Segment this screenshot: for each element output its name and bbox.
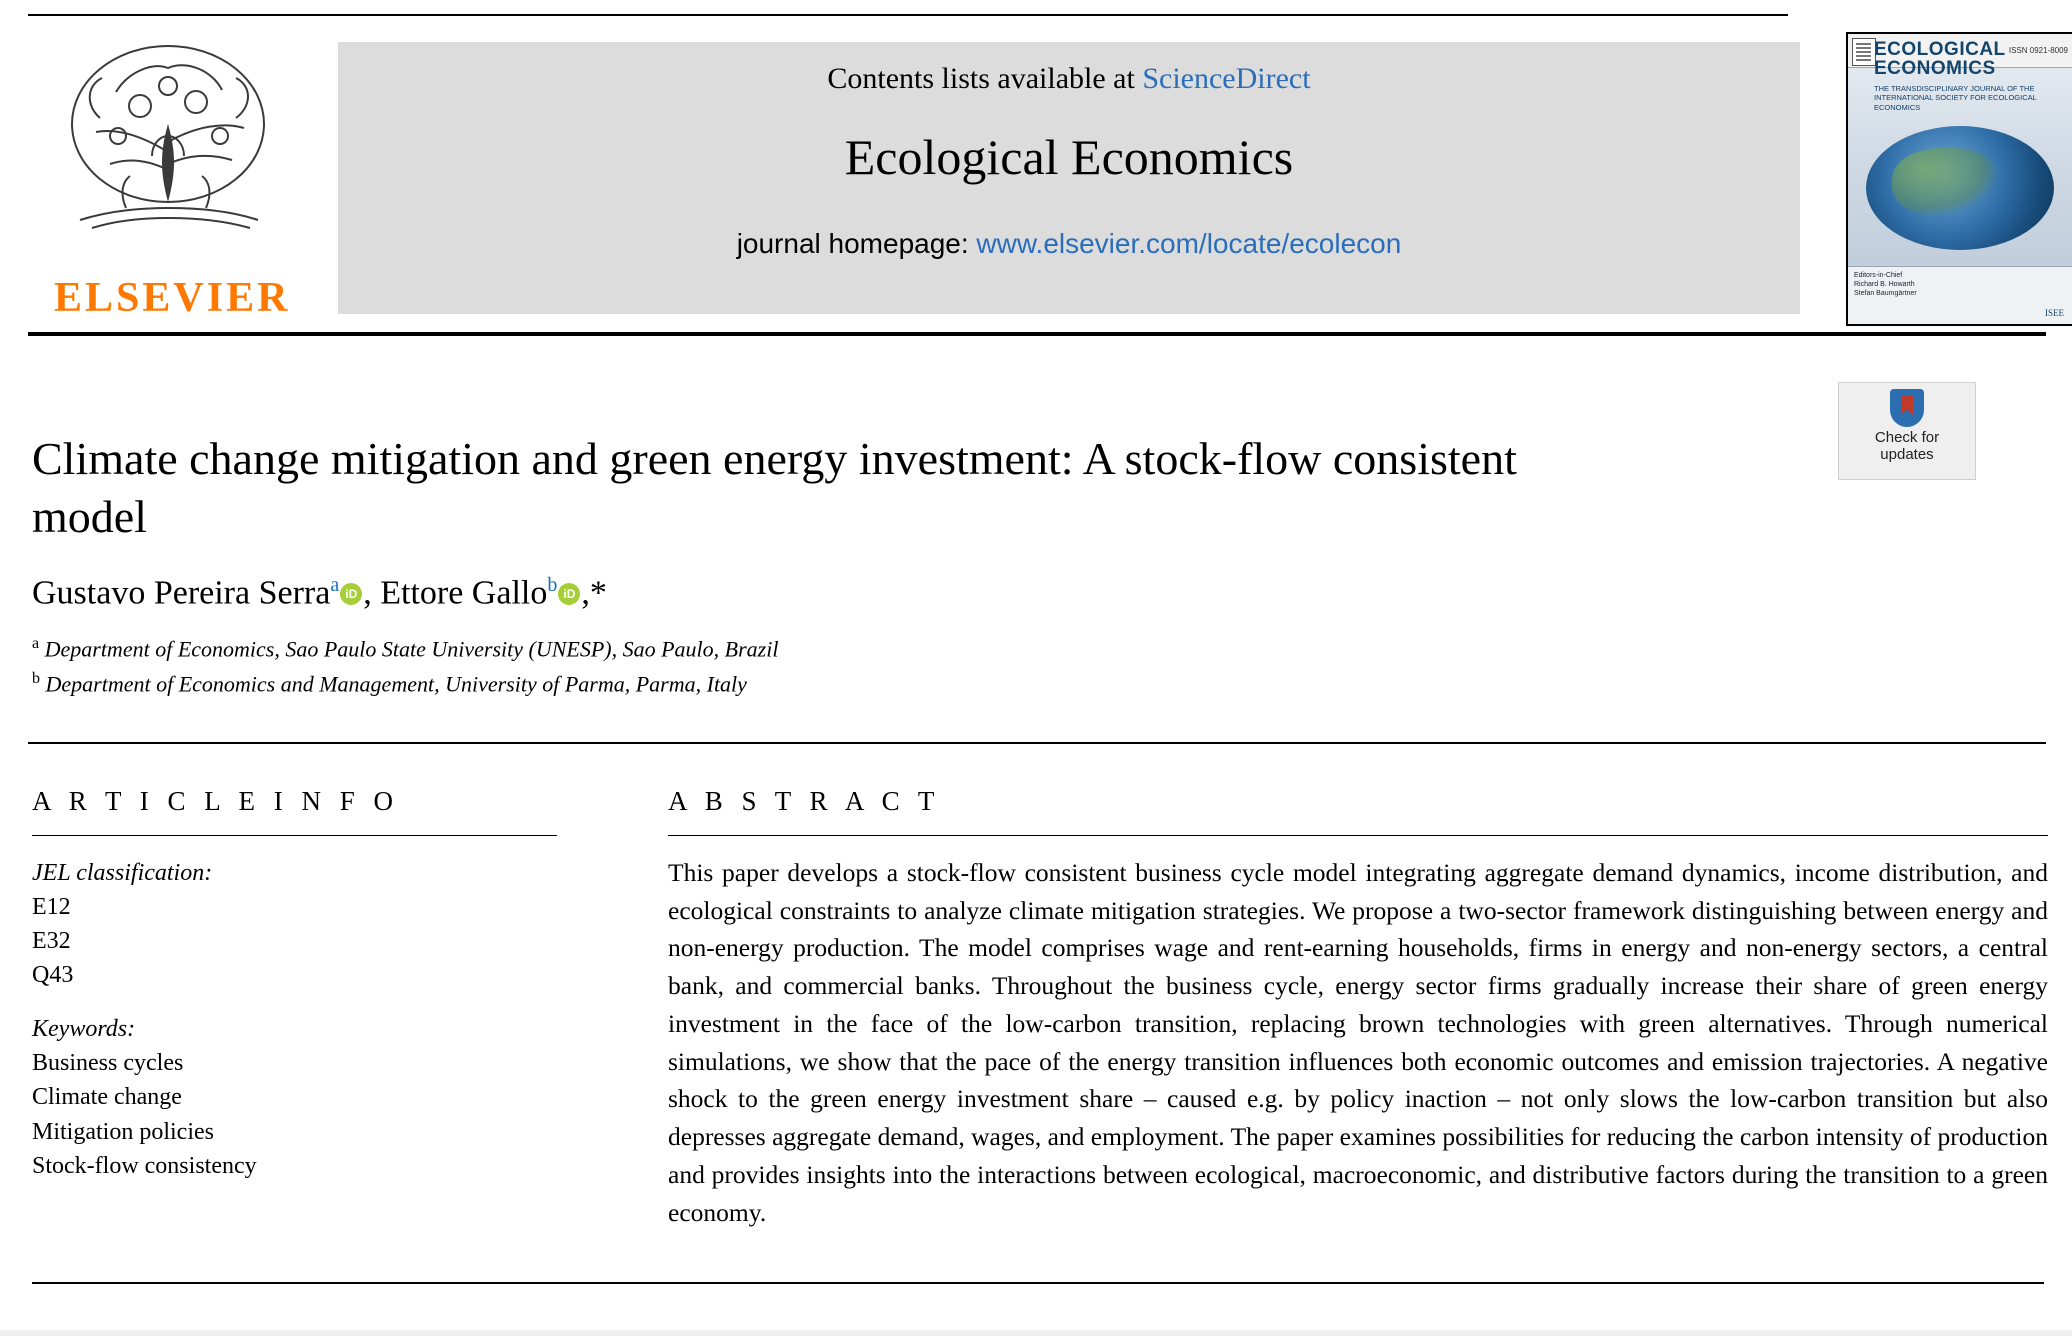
abstract-heading: A B S T R A C T bbox=[668, 786, 941, 816]
elsevier-tree-icon bbox=[56, 32, 282, 272]
author-affil-marker: b bbox=[547, 573, 558, 596]
affiliation-marker: b bbox=[32, 669, 40, 687]
page-edge-shadow bbox=[0, 1330, 2072, 1336]
jel-classification-label: JEL classification: bbox=[32, 860, 213, 886]
contents-prefix: Contents lists available at bbox=[827, 62, 1143, 95]
jel-code: Q43 bbox=[32, 962, 74, 989]
cover-title-line2: ECONOMICS bbox=[1874, 58, 1996, 79]
masthead-bottom-rule bbox=[28, 332, 2046, 336]
crossmark-badge[interactable] bbox=[1838, 382, 1976, 480]
article-info-body bbox=[32, 856, 592, 1183]
jel-code: E32 bbox=[32, 928, 71, 955]
journal-title: Ecological Economics bbox=[844, 129, 1294, 185]
journal-header-box bbox=[338, 42, 1800, 314]
keywords-label: Keywords: bbox=[32, 1016, 136, 1043]
keyword-item: Stock-flow consistency bbox=[32, 1152, 257, 1179]
article-info-heading: A R T I C L E I N F O bbox=[32, 786, 400, 816]
title-block bbox=[32, 430, 1632, 701]
corresponding-author-marker: ,* bbox=[581, 574, 607, 612]
author-separator: , bbox=[363, 574, 381, 612]
journal-homepage-link[interactable]: www.elsevier.com/locate/ecolecon bbox=[976, 228, 1402, 259]
crossmark-line1: Check for bbox=[1874, 429, 1940, 446]
affiliation-item bbox=[32, 632, 1632, 666]
author-name: Ettore Gallo bbox=[380, 574, 548, 612]
keyword-item: Climate change bbox=[32, 1084, 182, 1111]
cover-issn: ISSN 0921-8009 bbox=[1848, 34, 2072, 68]
journal-cover-thumbnail bbox=[1846, 32, 2072, 326]
cover-editor-2: Stefan Baumgärtner bbox=[1854, 290, 1917, 298]
keyword-item: Mitigation policies bbox=[32, 1118, 214, 1145]
cover-editors-label: Editors-in-Chief bbox=[1854, 272, 1903, 279]
affiliation-text: Department of Economics, Sao Paulo State University (UNESP), Sao Paulo, Brazil bbox=[44, 636, 779, 662]
author-name: Gustavo Pereira Serra bbox=[32, 574, 331, 612]
cover-title-line1: ECOLOGICAL bbox=[1874, 39, 2006, 60]
cover-publisher-mark-icon bbox=[1852, 38, 1876, 66]
article-info-section bbox=[32, 786, 592, 1183]
elsevier-wordmark: ELSEVIER bbox=[54, 275, 291, 321]
affiliation-list bbox=[32, 632, 1632, 701]
journal-masthead bbox=[28, 14, 2068, 321]
masthead-top-rule bbox=[28, 14, 1788, 16]
cover-subtitle: THE TRANSDISCIPLINARY JOURNAL OF THE INTERNATIONAL SOCIETY FOR ECOLOGICAL ECONOMICS bbox=[1874, 84, 2037, 112]
abstract-rule bbox=[668, 835, 2048, 836]
cover-editors bbox=[1848, 266, 2072, 324]
orcid-icon[interactable] bbox=[558, 583, 580, 605]
author-list bbox=[32, 574, 1632, 612]
page-title: Climate change mitigation and green energy investment: A stock-flow consistent model bbox=[32, 433, 1517, 542]
elsevier-logo bbox=[38, 26, 296, 321]
author-affil-marker: a bbox=[330, 573, 340, 596]
homepage-line bbox=[338, 228, 1800, 260]
cover-globe-image bbox=[1866, 126, 2054, 250]
cover-editor-1: Richard B. Howarth bbox=[1854, 281, 1915, 289]
affiliation-item bbox=[32, 667, 1632, 701]
affiliation-marker: a bbox=[32, 635, 40, 653]
cover-society-label: ISEE bbox=[2045, 308, 2064, 318]
info-spacer bbox=[32, 992, 592, 1012]
sciencedirect-link[interactable]: ScienceDirect bbox=[1142, 62, 1311, 95]
homepage-prefix: journal homepage: bbox=[736, 228, 977, 259]
affiliation-text: Department of Economics and Management, University of Parma, Parma, Italy bbox=[45, 670, 747, 696]
contents-line bbox=[338, 62, 1800, 96]
page-bottom-rule bbox=[32, 1282, 2044, 1284]
abstract-text: This paper develops a stock-flow consistent business cycle model integrating aggregate demand dynamics, income distribution, and ecological constraints to analyze climate mitigation strategies. We propose a two-sector framework distinguishing between energy and non-energy production. The model comprises wage and rent-earning households, firms in energy and non-energy sectors, a central bank, and commercial banks. Throughout the business cycle, energy sector firms gradually increase their share of green energy investment in the face of the low-carbon transition, replacing brown technologies with green alternatives. Through numerical simulations, we show that the pace of the energy transition influences both economic outcomes and emission trajectories. A negative shock to the green energy investment share – caused e.g. by policy inaction – not only slows the low-carbon transition but also depresses aggregate demand, wages, and employment. The paper examines possibilities for reducing the carbon intensity of production and provides insights into the interactions between ecological, macroeconomic, and distributive factors during the transition to a green economy. bbox=[668, 858, 2048, 1227]
orcid-icon[interactable] bbox=[340, 583, 362, 605]
crossmark-line2: updates bbox=[1880, 446, 1934, 464]
abstract-section bbox=[668, 786, 2048, 1231]
title-section-rule bbox=[28, 742, 2046, 744]
cover-title bbox=[1874, 40, 2068, 78]
keyword-item: Business cycles bbox=[32, 1050, 184, 1077]
crossmark-shield-icon bbox=[1890, 389, 1924, 427]
jel-code: E12 bbox=[32, 894, 71, 921]
article-info-rule bbox=[32, 835, 557, 836]
